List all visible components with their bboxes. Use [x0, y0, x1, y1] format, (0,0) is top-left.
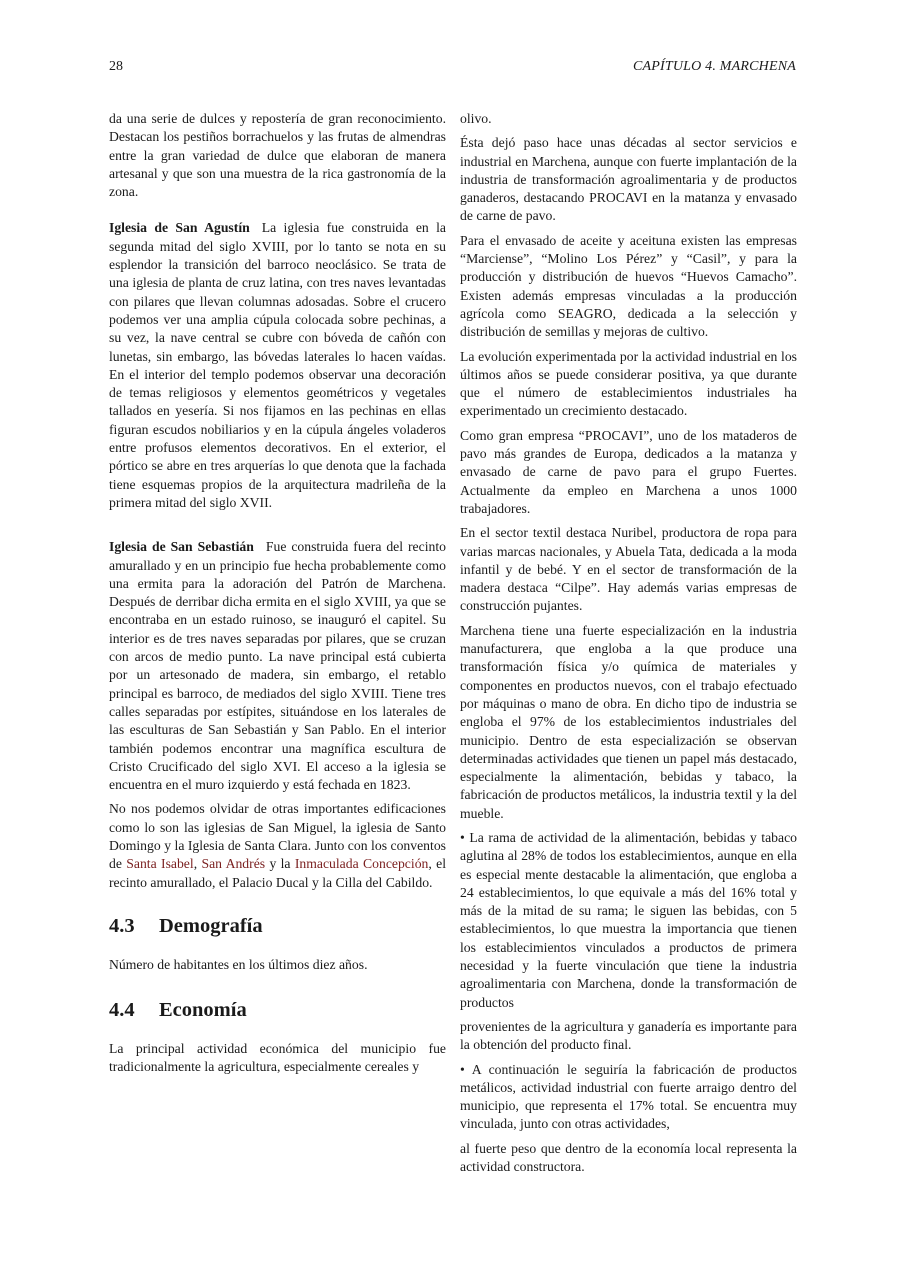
section-number: 4.3	[109, 914, 135, 937]
paragraph-envasado: Para el envasado de aceite y aceituna existen las empresas “Marciense”, “Molino Los Pérez” y “Casil”, y para la producción y distribución de huevos “Huevos Camacho”. Existen además empresas vinculadas a la producción agrícola como SEAGRO, dedicada a la selección y distribución de semillas y mejoras de cultivo.	[460, 232, 797, 340]
page-number: 28	[109, 59, 123, 74]
right-column	[460, 110, 797, 1182]
text-san-agustin: La iglesia fue construida en la segunda mitad del siglo XVIII, por lo tanto se nota en su esplendor la transición del barroco neoclásico. Se trata de una iglesia de planta de cruz latina, con tres naves levantadas con pilares que llevan columnas adosadas. Sobre el crucero podemos ver una amplia cúpula colocada sobre pechinas, a su vez, la nave central se cubre con bóveda de cañón con lunetas, sin embargo, las bóvedas laterales lo hacen vaídas. En el interior del templo podemos observar una decoración de temas religiosos y elementos geométricos y vegetales tallados en yesería. Si nos fijamos en las pechinas en ellas figuran escudos nobiliarios y en la cúpula ángeles voladeros entre profusos elementos decorativos. En el exterior, el pórtico se abre en tres arquerías lo que denota que la fachada tiene esquemas propios de la arquitectura madrileña de la primera mitad del siglo XVII.	[109, 220, 446, 510]
heading-san-agustin: Iglesia de San Agustín	[109, 220, 250, 236]
left-column	[109, 110, 446, 1083]
paragraph-economia: La principal actividad económica del municipio fue tradicionalmente la agricultura, especialmente cereales y	[109, 1041, 446, 1075]
paragraph-otras-edificaciones	[109, 800, 446, 891]
paragraph-agricultura: provenientes de la agricultura y ganadería es importante para la obtención del producto final.	[460, 1018, 797, 1053]
text-san-sebastian: Fue construida fuera del recinto amurallado y en un principio fue hecha probablemente como una ermita para la adoración del Patrón de Marchena. Después de derribar dicha ermita en el siglo XVIII, ya que se encontraba en un estado ruinoso, se inauguró el capitel. Su interior es de tres naves separadas por pilares, que se cruzan con arcos de medio punto. La nave principal está cubierta por un artesonado de madera, sin embargo, el retablo principal es barroco, de mediados del siglo XVIII. Tiene tres calles separadas por estípites, situándose en los laterales de las esculturas de San Sebastián y San Pablo. En el interior también podemos encontrar una magnífica escultura de Cristo Crucificado del siglo XVI. El acceso a la iglesia se encuentra en el muro izquierdo y está fechada en 1823.	[109, 539, 446, 793]
section-title: Demografía	[159, 914, 263, 937]
paragraph-san-sebastian	[109, 538, 446, 794]
paragraph-dulces: da una serie de dulces y repostería de gran reconocimiento. Destacan los pestiños borrachuelos y las frutas de almendras entre la gran variedad de dulce que elaboran de manera artesanal y que son una muestra de la rica gastronomía de la zona.	[109, 111, 446, 200]
section-number: 4.4	[109, 999, 135, 1022]
link-santa-isabel[interactable]: Santa Isabel	[126, 856, 194, 872]
paragraph-constructora: al fuerte peso que dentro de la economía local representa la actividad constructora.	[460, 1140, 797, 1175]
paragraph-san-agustin	[109, 219, 446, 512]
separator-1: ,	[193, 856, 202, 872]
text-otras-b: , el recinto amurallado, el Palacio Ducal y la Cilla del Cabildo.	[109, 856, 447, 890]
heading-san-sebastian: Iglesia de San Sebastián	[109, 539, 254, 555]
paragraph-sector-servicios: Ésta dejó paso hace unas décadas al sector servicios e industrial en Marchena, aunque con fuerte implantación de la industria de transformación agroalimentaria y de productos ganaderos, destacando PROCAVI en la matanza y envasado de carne de pavo.	[460, 135, 797, 224]
link-san-andres[interactable]: San Andrés	[201, 856, 266, 872]
paragraph-procavi: Como gran empresa “PROCAVI”, uno de los mataderos de pavo más grandes de Europa, dedicados a la matanza y envasado de carne de pavo para el grupo Fuertes. Actualmente da empleo en Marchena a unos 1000 trabajadores.	[460, 427, 797, 516]
separator-2: y la	[265, 856, 295, 872]
paragraph-demografia: Número de habitantes en los últimos diez años.	[109, 956, 368, 972]
section-heading-economia	[109, 998, 446, 1022]
paragraph-evolucion: La evolución experimentada por la actividad industrial en los últimos años se puede considerar positiva, ya que durante que el número de establecimientos industriales ha experimentado un crecimiento destacado.	[460, 348, 797, 419]
section-heading-demografia	[109, 914, 446, 938]
link-inmaculada-concepcion[interactable]: Inmaculada Concepción	[294, 856, 429, 872]
paragraph-metalicos: • A continuación le seguiría la fabricación de productos metálicos, actividad industrial con fuerte arraigo dentro del municipio, que representa el 17% total. Se encuentra muy vinculada, junto con otras actividades,	[460, 1061, 797, 1132]
section-title: Economía	[159, 999, 247, 1022]
text-otras-a: No nos podemos olvidar de otras importantes edificaciones como lo son las iglesias de San Miguel, la iglesia de Santo Domingo y la Iglesia de Santa Clara. Junto con los conventos de	[109, 801, 446, 872]
running-head: CAPÍTULO 4. MARCHENA	[632, 59, 796, 74]
paragraph-alimentacion: • La rama de actividad de la alimentación, bebidas y tabaco aglutina al 28% de todos los establecimientos, aunque en ella es especial mente destacable la alimentación, que engloba a 24 establecimientos, lo que equivale a más del 16% total y más de la mitad de su rama; le siguen las bebidas, con 5 establecimientos, lo que muestra la importancia que tienen los establecimientos vinculados a productos de primera necesidad y la fuerte vinculación que tiene la industria agroalimentaria con Marchena, donde la transformación de productos	[460, 829, 797, 1010]
paragraph-textil: En el sector textil destaca Nuribel, productora de ropa para varias marcas nacionales, y Abuela Tata, dedicada a la moda infantil y de bebé. Y en el sector de transformación de la madera destaca “Cilpe”. Hay además varias empresas de construcción pujantes.	[460, 525, 797, 614]
paragraph-olivo: olivo.	[460, 111, 492, 126]
paragraph-manufacturera: Marchena tiene una fuerte especialización en la industria manufacturera, que engloba a la que produce una transformación física y/o química de materiales y componentes en productos nuevos, con el trabajo efectuado por máquinas o mano de obra. En dicho tipo de industria se engloba el 97% de los establecimientos industriales del municipio. Dentro de esta especialización se observan determinadas actividades que tienen un papel más destacado, especialmente la alimentación, bebidas y tabaco, la fabricación de productos metálicos, la industria textil y la del mueble.	[460, 622, 797, 821]
